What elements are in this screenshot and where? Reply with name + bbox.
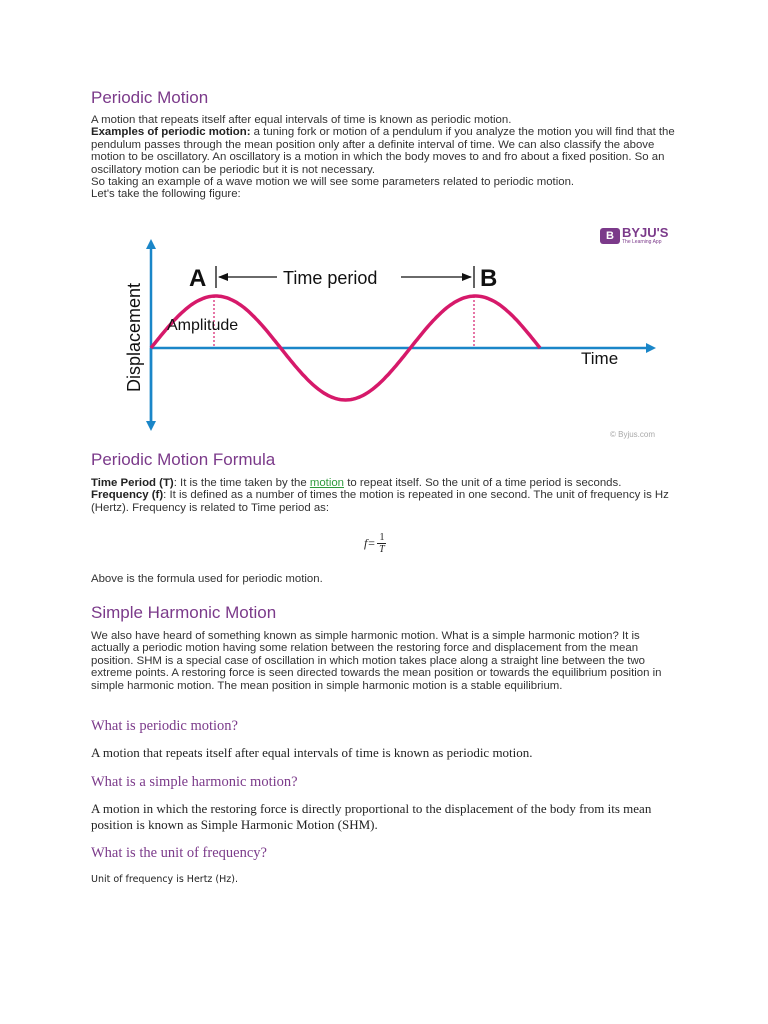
definition-line: A motion that repeats itself after equal intervals of time is known as periodic motion.: [91, 114, 512, 126]
byjus-logo: [600, 226, 668, 245]
faq-question-2: What is a simple harmonic motion?: [91, 774, 298, 790]
figure-intro-line: Let's take the following figure:: [91, 188, 241, 201]
after-formula-text: Above is the formula used for periodic motion.: [91, 573, 323, 585]
examples-text: a tuning fork or motion of a pendulum if you analyze the motion you will find that the pendulum passes through the mean position only after a definite interval of time. We can also classify the above motion to be oscillatory. An oscillatory is a motion in which the body moves to and fro about a fixed position. So an oscillatory motion can be periodic but it is not necessary.: [91, 126, 675, 176]
byjus-logo-name: BYJU'S: [622, 225, 669, 240]
examples-label: Examples of periodic motion:: [91, 126, 251, 139]
frequency-definition: [91, 489, 681, 514]
time-period-definition: [91, 477, 681, 489]
motion-link[interactable]: motion: [309, 477, 345, 489]
formula-definitions: [91, 477, 681, 514]
frequency-formula: [364, 532, 386, 555]
time-period-label: Time period: [283, 268, 378, 288]
formula-denominator: T: [379, 544, 385, 555]
label-a: A: [189, 265, 207, 292]
time-period-text-start: : It is the time taken by the: [173, 477, 310, 489]
periodic-motion-heading: Periodic Motion: [91, 88, 209, 107]
examples-paragraph: [91, 126, 681, 176]
byjus-logo-tagline: The Learning App: [622, 239, 662, 245]
formula-fraction: [377, 532, 386, 555]
shm-heading: Simple Harmonic Motion: [91, 603, 277, 622]
wave-example-line: So taking an example of a wave motion we will see some parameters related to periodic motion.: [91, 176, 575, 189]
formula-heading: Periodic Motion Formula: [91, 450, 276, 469]
displacement-label: Displacement: [124, 282, 144, 392]
faq-answer-1: A motion that repeats itself after equal intervals of time is known as periodic motion.: [91, 745, 533, 760]
faq-question-3: What is the unit of frequency?: [91, 845, 267, 861]
periodic-motion-intro: [91, 114, 681, 201]
faq-answer-3: Unit of frequency is Hertz (Hz).: [91, 874, 238, 885]
time-period-text-end: to repeat itself. So the unit of a time period is seconds.: [344, 477, 622, 489]
faq-question-1: What is periodic motion?: [91, 718, 238, 734]
label-b: B: [480, 265, 498, 292]
figure-copyright: © Byjus.com: [610, 430, 656, 439]
frequency-text: : It is defined as a number of times the motion is repeated in one second. The unit of frequency is Hz (Hertz). Frequency is related to Time period as:: [91, 489, 669, 514]
time-label: Time: [581, 349, 619, 368]
formula-lhs: f=: [364, 536, 376, 550]
shm-paragraph: We also have heard of something known as simple harmonic motion. What is a simple harmonic motion? It is actually a periodic motion having some relation between the restoring force and displacement from the mean position. SHM is a special case of oscillation in which motion takes place along a straight line between the two extreme points. A restoring force is seen directed towards the mean position or towards the equilibrium position in simple harmonic motion. The mean position in simple harmonic motion is a stable equilibrium.: [91, 630, 662, 692]
periodic-motion-figure: [117, 222, 685, 444]
formula-numerator: 1: [379, 532, 385, 543]
time-period-term: Time Period (T): [91, 477, 174, 489]
byjus-logo-mark: B: [600, 228, 620, 244]
frequency-term: Frequency (f): [91, 489, 164, 502]
faq-answer-2: A motion in which the restoring force is directly proportional to the displacement of the body from its mean position is known as Simple Harmonic Motion (SHM).: [91, 801, 652, 832]
amplitude-label: Amplitude: [167, 317, 239, 334]
